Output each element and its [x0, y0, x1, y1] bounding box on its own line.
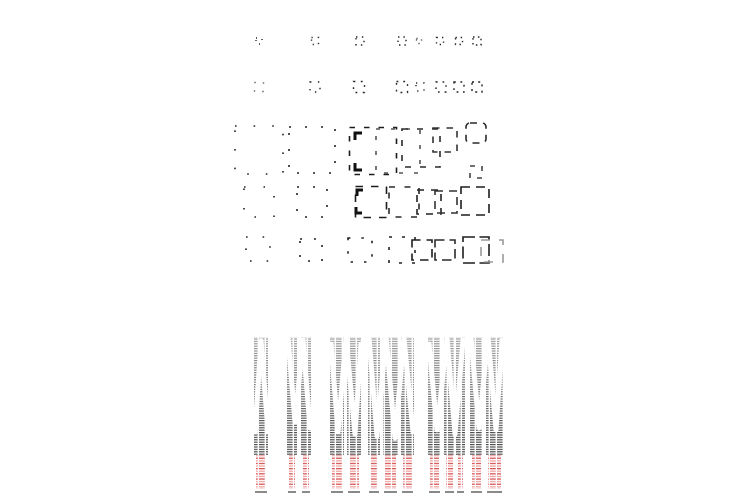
stripe-bar-red	[349, 455, 359, 489]
stripe-bar-red	[332, 455, 342, 489]
stripe-footer	[471, 491, 482, 493]
top-fade-overlay	[248, 337, 508, 435]
stripe-bar-red	[385, 455, 396, 489]
stripe-footer	[288, 491, 296, 493]
stripe-bar-red	[488, 455, 501, 489]
stripe-bar-red	[370, 455, 378, 489]
stripe-footer	[369, 491, 379, 493]
stripe-footer	[429, 491, 440, 493]
stripe-bar-red	[289, 455, 295, 489]
stripe-bar-red	[446, 455, 453, 489]
stripe-bar-red	[403, 455, 412, 489]
stripe-footer	[445, 491, 454, 493]
stripe-footer	[402, 491, 413, 493]
stripe-footer	[255, 491, 267, 493]
stripe-bar-red	[472, 455, 481, 489]
stripe-footer	[384, 491, 397, 493]
stripe-footer	[457, 491, 464, 493]
stripe-footer	[487, 491, 502, 493]
stripe-bar-red	[303, 455, 309, 489]
stripe-bar-red	[458, 455, 463, 489]
stripe-bar-red	[430, 455, 439, 489]
stripe-footer	[302, 491, 310, 493]
stripe-footer	[348, 491, 360, 493]
stripe-footer	[331, 491, 343, 493]
stripe-bar-red	[256, 455, 266, 489]
